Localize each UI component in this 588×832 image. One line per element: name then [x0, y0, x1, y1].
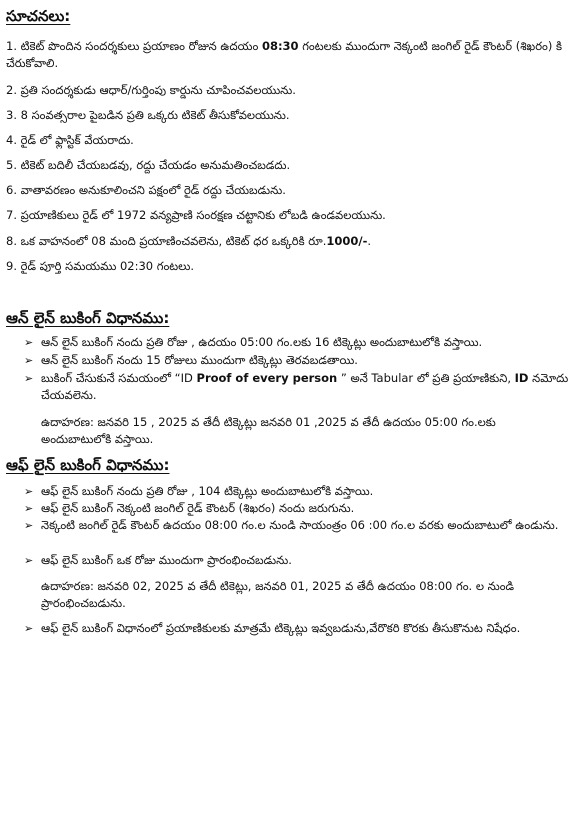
offline-item-4: ఆఫ్ లైన్ బుకింగ్ ఒక రోజు ముందుగా ప్రారంభించబడును.	[41, 553, 292, 567]
instruction-item-6: 6. వాతావరణం అనుకూలించని పక్షంలో రైడ్ రద్దు చేయబడును.	[6, 183, 286, 197]
arrow-bullet-icon: ➢	[24, 485, 34, 498]
instruction-item-4: 4. రైడ్ లో ఫ్లాస్టిక్ వేయరాదు.	[6, 133, 134, 147]
offline-item-3: నెక్కంటి జంగిల్ రైడ్ కౌంటర్ ఉదయం 08:00 గం.ల నుండి సాయంత్రం 06 :00 గం.ల వరకు అందుబాటులో ఉండును.	[41, 518, 559, 532]
instruction-item-1: 1. టికెట్ పొందిన సందర్శకులు ప్రయాణం రోజున ఉదయం 08:30 గంటలకు ముందుగా నెక్కంటి జంగిల్ రైడ్ కౌంటర్ (శిఖరం) కి చేరుకోవాలి.	[6, 39, 563, 70]
instruction-item-8: 8. ఒక వాహనంలో 08 మంది ప్రయాణించవలెను, టికెట్ ధర ఒక్కరికి రూ.1000/-.	[6, 234, 372, 248]
arrow-bullet-icon: ➢	[24, 354, 34, 367]
instruction-item-5: 5. టికెట్ బదిలీ చేయబడవు, రద్దు చేయడం అనుమతించబడదు.	[6, 158, 291, 172]
instruction-item-7: 7. ప్రయాణికులు రైడ్ లో 1972 వన్యప్రాణి సంరక్షణ చట్టానికు లోబడి ఉండవలయును.	[6, 208, 386, 222]
instruction-item-2: 2. ప్రతి సందర్శకుడు ఆధార్/గుర్తింపు కార్డును చూపించవలయును.	[6, 83, 296, 97]
online-item-2: ఆన్ లైన్ బుకింగ్ నందు 15 రోజులు ముందుగా టిక్కెట్లు తెరవబడతాయి.	[41, 353, 358, 367]
offline-item-2: ఆఫ్ లైన్ బుకింగ్ నెక్కంటి జంగిల్ రైడ్ కౌంటర్ (శిఖరం) నందు జరుగును.	[41, 501, 355, 515]
instruction-item-3: 3. 8 సంవత్సరాల పైబడిన ప్రతి ఒక్కరు టికెట్ తీసుకోవలయును.	[6, 108, 290, 122]
offline-example: ఉదాహరణ: జనవరి 02, 2025 వ తేదీ టికెట్లు, జనవరి 01, 2025 వ తేదీ ఉదయం 08:00 గం. ల నుండి ప్రారంభించబడును.	[41, 579, 515, 610]
arrow-bullet-icon: ➢	[24, 554, 34, 567]
arrow-bullet-icon: ➢	[24, 519, 34, 532]
arrow-bullet-icon: ➢	[24, 336, 34, 349]
instruction-item-9: 9. రైడ్ పూర్తి సమయము 02:30 గంటలు.	[6, 259, 194, 273]
offline-booking-heading: ఆఫ్ లైన్ బుకింగ్ విధానము:	[6, 456, 170, 474]
arrow-bullet-icon: ➢	[24, 622, 34, 635]
online-booking-heading: ఆన్ లైన్ బుకింగ్ విధానము:	[6, 309, 170, 327]
online-item-1: ఆన్ లైన్ బుకింగ్ నందు ప్రతి రోజు , ఉదయం 05:00 గం.లకు 16 టిక్కెట్లు అందుబాటులోకి వస్తాయి.	[41, 335, 483, 349]
arrow-bullet-icon: ➢	[24, 372, 34, 385]
offline-item-1: ఆఫ్ లైన్ బుకింగ్ నందు ప్రతి రోజు , 104 టిక్కెట్లు అందుబాటులోకి వస్తాయి.	[41, 484, 374, 498]
instructions-heading: సూచనలు:	[6, 7, 71, 25]
online-item-3: బుకింగ్ చేసుకునే సమయంలో “ID Proof of every person ” అనే Tabular లో ప్రతి ప్రయాణికుని, ID నమోదు చేయవలెను.	[41, 371, 569, 402]
offline-item-5: ఆఫ్ లైన్ బుకింగ్ విధానంలో ప్రయాణికులకు మాత్రమే టిక్కెట్లు ఇవ్వబడును,వేరొకరి కొరకు తీసుకొనుట నిషేధం.	[41, 621, 521, 635]
online-example: ఉదాహరణ: జనవరి 15 , 2025 వ తేదీ టిక్కెట్లు జనవరి 01 ,2025 వ తేదీ ఉదయం 05:00 గం.లకు అందుబాటులోకి వస్తాయి.	[41, 415, 496, 446]
arrow-bullet-icon: ➢	[24, 502, 34, 515]
